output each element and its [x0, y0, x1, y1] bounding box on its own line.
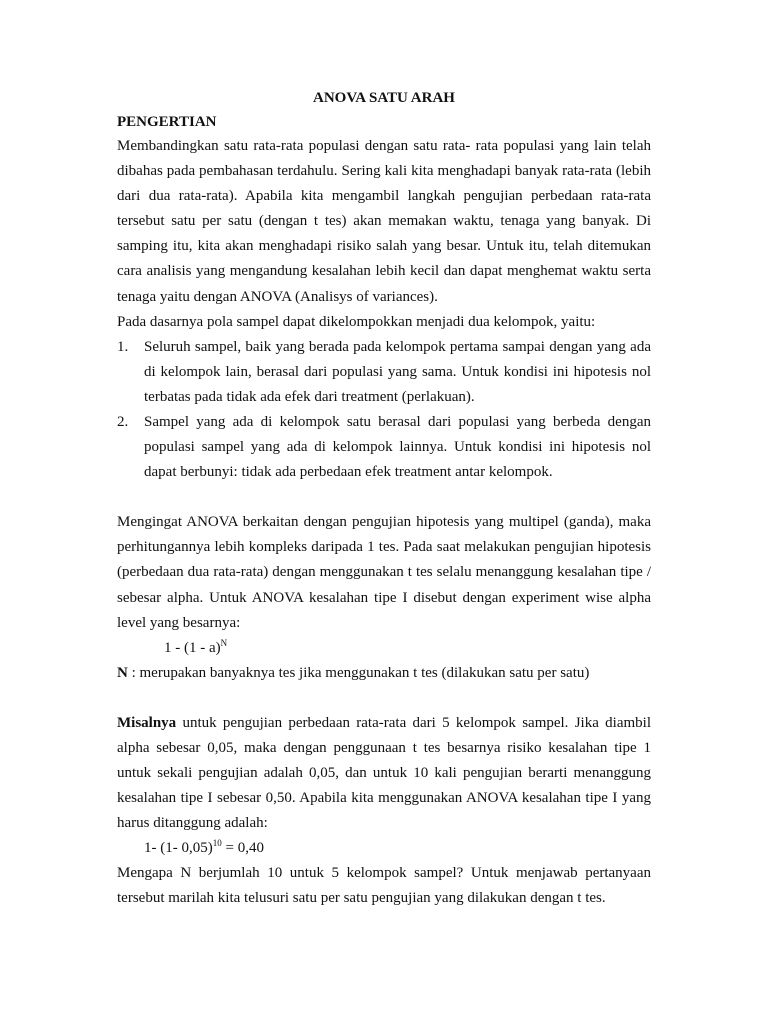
paragraph-why-n: Mengapa N berjumlah 10 untuk 5 kelompok sampel? Untuk menjawab pertanyaan tersebut marilah kita telusuri satu per satu pengujian yang dilakukan dengan t tes. [117, 865, 651, 907]
example-text: untuk pengujian perbedaan rata-rata dari 5 kelompok sampel. Jika diambil alpha sebesar 0,05, maka dengan penggunaan t tes besarnya risiko kesalahan tipe 1 untuk sekali pengujian adalah 0,05, dan untuk 10 kali pengujian berarti menanggung kesalahan tipe I sebesar 0,50. Apabila kita menggunakan ANOVA kesalahan tipe I yang harus ditanggung adalah: [117, 714, 651, 832]
list-item [117, 335, 651, 410]
example-lead: Misalnya [117, 714, 177, 731]
document-title: ANOVA SATU ARAH [313, 90, 455, 106]
formula-exponent: N [220, 637, 228, 648]
formula-base: 1- (1- 0,05) [144, 840, 213, 857]
document-page [117, 86, 651, 911]
formula-result: = 0,40 [221, 840, 264, 857]
list-item-number: 1. [117, 338, 129, 355]
n-definition-label: N [117, 664, 128, 681]
n-definition [117, 661, 651, 686]
formula-experiment-wise-alpha [117, 636, 651, 661]
spacer [117, 686, 651, 711]
paragraph-example [117, 711, 651, 836]
list-item-text: Sampel yang ada di kelompok satu berasal dari populasi yang berbeda dengan populasi sampel yang ada di kelompok lainnya. Untuk kondisi ini hipotesis nol dapat berbunyi: tidak ada perbedaan efek treatment antar kelompok. [144, 413, 651, 481]
n-definition-text: : merupakan banyaknya tes jika menggunakan t tes (dilakukan satu per satu) [127, 664, 590, 681]
formula-example [117, 836, 651, 861]
list-item-text: Seluruh sampel, baik yang berada pada kelompok pertama sampai dengan yang ada di kelompok lain, berasal dari populasi yang sama. Untuk kondisi ini hipotesis nol terbatas pada tidak ada efek dari treatment (perlakuan). [144, 338, 651, 405]
formula-exponent: 10 [212, 838, 222, 849]
paragraph-sample-pattern: Pada dasarnya pola sampel dapat dikelompokkan menjadi dua kelompok, yaitu: [117, 313, 596, 330]
list-item-number: 2. [117, 413, 129, 430]
spacer [117, 485, 651, 510]
section-heading: PENGERTIAN [117, 114, 217, 130]
formula-base: 1 - (1 - a) [164, 639, 221, 656]
sample-group-list [117, 335, 651, 486]
paragraph-intro: Membandingkan satu rata-rata populasi dengan satu rata- rata populasi yang lain telah dibahas pada pembahasan terdahulu. Sering kali kita menghadapi banyak rata-rata (lebih dari dua rata-rata). Apabila kita mengambil langkah pengujian perbedaan rata-rata tersebut satu per satu (dengan t tes) akan memakan waktu, tenaga yang banyak. Di samping itu, kita akan menghadapi risiko salah yang besar. Untuk itu, telah ditemukan cara analisis yang mengandung kesalahan lebih kecil dan dapat menghemat waktu serta tenaga yaitu dengan ANOVA (Analisys of variances). [117, 138, 651, 305]
list-item [117, 410, 651, 485]
paragraph-anova-multiple: Mengingat ANOVA berkaitan dengan pengujian hipotesis yang multipel (ganda), maka perhitungannya lebih kompleks daripada 1 tes. Pada saat melakukan pengujian hipotesis (perbedaan dua rata-rata) dengan menggunakan t tes selalu menanggung kesalahan tipe / sebesar alpha. Untuk ANOVA kesalahan tipe I disebut dengan experiment wise alpha level yang besarnya: [117, 514, 651, 631]
